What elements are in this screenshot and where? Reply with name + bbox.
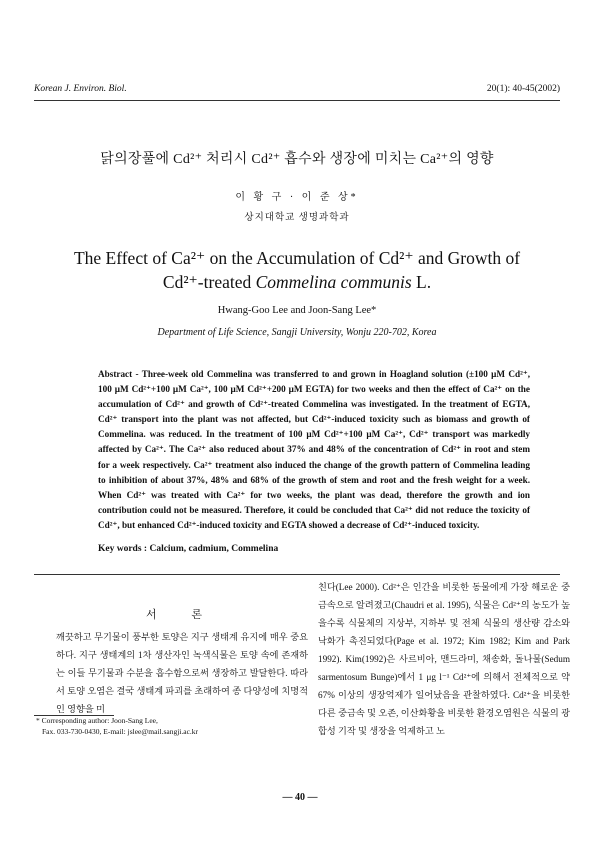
footnote-line2: Fax. 033-730-0430, E-mail: jslee@mail.sangji.ac.kr [42,726,199,736]
footnote-line1: * Corresponding author: Joon-Sang Lee, [36,716,158,725]
footnote [36,716,198,737]
keywords: Key words : Calcium, cadmium, Commelina [98,544,279,554]
body-right-column: 친다(Lee 2000). Cd²⁺은 인간을 비롯한 동물에게 가장 해로운 중금속으로 알려졌고(Chaudri et al. 1995), 식물은 Cd²⁺의 농도가 높을수록 식물체의 지상부, 지하부 및 전체 식물의 생산량 감소와 낙화가 촉진되었다(Page et al. 1972; Kim 1982; Kim and Park 1992). Kim(1992)은 사르비아, 맨드라미, 채송화, 돌나물(Sedum sarmentosum Bunge)에서 1 μg l⁻¹ Cd²⁺에 의해서 전체적으로 약 67% 이상의 생장억제가 일어났음을 관찰하였다. Cd²⁺을 비롯한 다른 중금속 및 오존, 이산화황을 비롯한 환경오염원은 식물의 광합성 기작 및 생장을 억제하고 노 [318,582,570,736]
korean-authors: 이 황 구 · 이 준 상* [235,192,359,203]
section-heading: 서 론 [145,609,218,621]
korean-affiliation: 상지대학교 생명과학과 [244,213,350,223]
title-prefix: Cd²⁺-treated [162,272,256,292]
volume-info: 20(1): 40-45(2002) [486,84,560,94]
species-name: Commelina communis [255,272,412,292]
page-number: — 40 — [282,792,318,803]
running-header [34,84,560,100]
journal-name: Korean J. Environ. Biol. [34,84,127,94]
header-rule [34,100,560,101]
korean-title: 닭의장풀에 Cd²⁺ 처리시 Cd²⁺ 흡수와 생장에 미치는 Ca²⁺의 영향 [100,152,494,167]
abstract: Abstract - Three-week old Commelina was transferred to and grown in Hoagland solution (±100 μM Cd²⁺, 100 μM Cd²⁺+100 μM Ca²⁺, 100 μM Cd²⁺+200 μM EGTA) for two weeks and then the effect of Ca²⁺ on the accumulation of Cd²⁺ and growth of Cd²⁺-treated Commelina was investigated. In the treatment of EGTA, Cd²⁺ transport into the plant was not affected, but Cd²⁺-induced toxicity such as biomass and growth of Commelina. was reduced. In the treatment of 100 μM Cd²⁺+100 μM Ca²⁺, Cd²⁺ transport was markedly affected by Ca²⁺. The Ca²⁺ also reduced about 37% and 48% of the concentration of Cd²⁺ in root and stem for a week respectively. Ca²⁺ treatment also induced the change of the growth pattern of Commelina leading to inhibition of about 37%, 48% and 68% of the growth of stem and root and the fresh weight for a week. When Cd²⁺ was treated with Ca²⁺ for two weeks, the plant was dead, therefore the growth and ion contribution could not be measured. Therefore, it could be concluded that Ca²⁺ did not reduce the toxicity of Cd²⁺, but enhanced Cd²⁺-induced toxicity and EGTA showed a decrease of Cd²⁺-induced toxicity. [98,369,530,530]
english-title-line1: The Effect of Ca²⁺ on the Accumulation of Cd²⁺ and Growth of [73,248,521,268]
english-title [34,246,560,294]
body-left-column: 깨끗하고 무기물이 풍부한 토양은 지구 생태계 유지에 매우 중요하다. 지구 생태계의 1차 생산자인 녹색식물은 토양 속에 존재하는 이들 무기물과 수분을 흡수함으로써 생장하고 발달한다. 따라서 토양 오염은 결국 생태계 파괴를 초래하여 종 다양성에 치명적인 영향을 미 [56,632,308,714]
english-title-line2 [34,270,560,294]
english-affiliation: Department of Life Science, Sangji University, Wonju 220-702, Korea [157,327,437,338]
abstract-rule [34,574,560,575]
title-suffix: L. [411,272,432,292]
english-authors: Hwang-Goo Lee and Joon-Sang Lee* [217,305,377,316]
